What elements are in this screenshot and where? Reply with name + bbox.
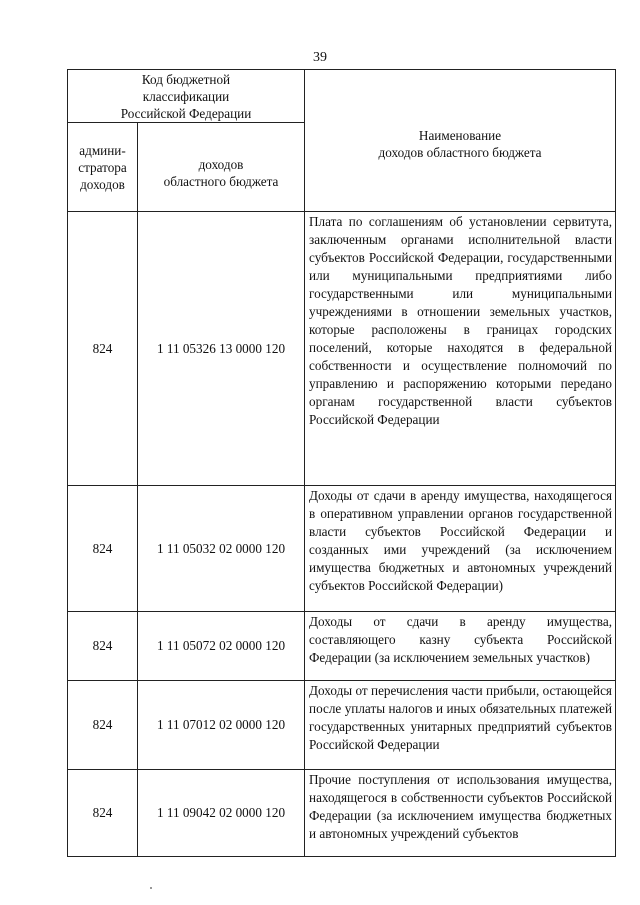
administrator-header [68, 123, 138, 212]
table-row [68, 486, 616, 612]
administrator-code: 824 [68, 486, 138, 612]
income-name-label: Наименование доходов областного бюджета [378, 127, 542, 160]
table-row [68, 212, 616, 486]
income-code: 1 11 09042 02 0000 120 [138, 770, 305, 857]
budget-classification-code-header [68, 70, 305, 123]
table-header-row [68, 70, 616, 123]
income-code: 1 11 05072 02 0000 120 [138, 612, 305, 681]
income-name-text: Доходы от сдачи в аренду имущества, составляющего казну субъекта Российской Федерации (за исключением земельных участков) [309, 614, 613, 665]
income-code-label: доходов областного бюджета [163, 157, 279, 189]
administrator-label: админи- стратора доходов [78, 142, 127, 192]
income-code: 1 11 05326 13 0000 120 [138, 212, 305, 486]
income-name-text: Плата по соглашениям об установлении сервитута, заключенным органами исполнительной власти субъектов Российской Федерации, государственными или муниципальными предприятиями либо государственными или муниципальными учреждениями в отношении земельных участков, которые расположены в границах городских поселений, которые находятся в федеральной собственности и осуществление полномочий по управлению и распоряжению которыми передано органам государственной власти субъектов Российской Федерации [309, 214, 613, 427]
income-code: 1 11 05032 02 0000 120 [138, 486, 305, 612]
income-name-text: Прочие поступления от использования имущества, находящегося в собственности субъектов Российской Федерации (за исключением имущества бюджетных и автономных учреждений субъектов [309, 772, 613, 841]
income-name [305, 212, 616, 486]
table-row [68, 770, 616, 857]
income-name [305, 486, 616, 612]
income-name [305, 681, 616, 770]
page-number: 39 [313, 50, 327, 65]
administrator-code: 824 [68, 770, 138, 857]
budget-classification-table [67, 69, 616, 857]
income-code: 1 11 07012 02 0000 120 [138, 681, 305, 770]
income-code-header [138, 123, 305, 212]
income-name-header [305, 70, 616, 212]
table-row [68, 612, 616, 681]
administrator-code: 824 [68, 681, 138, 770]
budget-classification-code-label: Код бюджетной классификации Российской Федерации [120, 71, 252, 121]
income-name-text: Доходы от перечисления части прибыли, остающейся после уплаты налогов и иных обязательных платежей государственных унитарных предприятий субъектов Российской Федерации [309, 683, 613, 752]
income-name [305, 770, 616, 857]
income-name-text: Доходы от сдачи в аренду имущества, находящегося в оперативном управлении органов государственной власти субъектов Российской Федерации и созданных ими учреждений (за исключением имущества бюджетных и автономных учреждений субъектов Российской Федерации) [309, 488, 613, 593]
table-row [68, 681, 616, 770]
income-name [305, 612, 616, 681]
administrator-code: 824 [68, 212, 138, 486]
scan-speck [150, 887, 152, 889]
administrator-code: 824 [68, 612, 138, 681]
